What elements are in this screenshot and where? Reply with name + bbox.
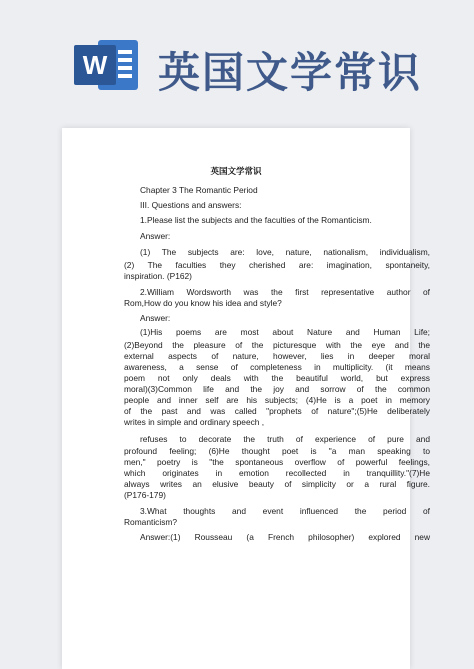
document-line: profound feeling; (6)He thought poet is "a man speaking to <box>124 446 430 456</box>
document-line: Romanticism? <box>124 517 178 527</box>
document-line: III. Questions and answers: <box>140 200 242 210</box>
document-line: awareness, a sense of completeness in multiplicity. (it means <box>124 362 430 372</box>
word-logo-letter: W <box>82 50 108 80</box>
banner <box>0 0 474 130</box>
document-line: (1) The subjects are: love, nature, nationalism, individualism, <box>140 247 430 257</box>
document-line: 1.Please list the subjects and the faculties of the Romanticism. <box>140 215 372 225</box>
document-line: Answer:(1) Rousseau (a French philosopher) explored new <box>140 532 430 542</box>
document-line: writes in simple and ordinary speech , <box>124 417 265 427</box>
document-line: (2) The faculties they cherished are: imagination, spontaneity, <box>124 260 430 270</box>
document-line: (1)His poems are most about Nature and Human Life; <box>140 327 430 337</box>
document-line: 2.William Wordsworth was the first representative author of <box>140 287 430 297</box>
document-line: men," poetry is "the spontaneous overflow of powerful feelings, <box>124 457 430 467</box>
document-line: always writes an elusive beauty of simplicity or a rural figure. <box>124 479 430 489</box>
document-line: external aspects of nature, however, lies in deeper moral <box>124 351 430 361</box>
banner-title: 英国文学常识 <box>158 48 423 97</box>
word-logo-icon <box>74 36 140 94</box>
document-line: Chapter 3 The Romantic Period <box>140 185 258 195</box>
document-line: 3.What thoughts and event influenced the period of <box>140 506 430 516</box>
document-line: inspiration. (P162) <box>124 271 192 281</box>
document-line: Rom,How do you know his idea and style? <box>124 298 282 308</box>
document-line: (P176-179) <box>124 490 166 500</box>
document-page <box>62 128 430 669</box>
document-title: 英国文学常识 <box>210 167 262 177</box>
document-line: refuses to decorate the truth of experience of pure and <box>140 434 430 444</box>
document-line: which originates in emotion recollected in tranquillity."(7)He <box>124 468 430 478</box>
document-line: people and inner self are his subjects; (4)He is a poet in memory <box>124 395 430 405</box>
document-line: Answer: <box>140 313 171 323</box>
document-line: of the past and was called "prophets of nature";(5)He deliberately <box>124 406 430 416</box>
document-line: (2)Beyond the pleasure of the picturesque with the eye and the <box>124 340 430 350</box>
document-line: Answer: <box>140 231 171 241</box>
document-line: poem not only deals with the beautiful world, but express <box>124 373 430 383</box>
document-line: moral)(3)Common life and the joy and sorrow of the common <box>124 384 430 394</box>
